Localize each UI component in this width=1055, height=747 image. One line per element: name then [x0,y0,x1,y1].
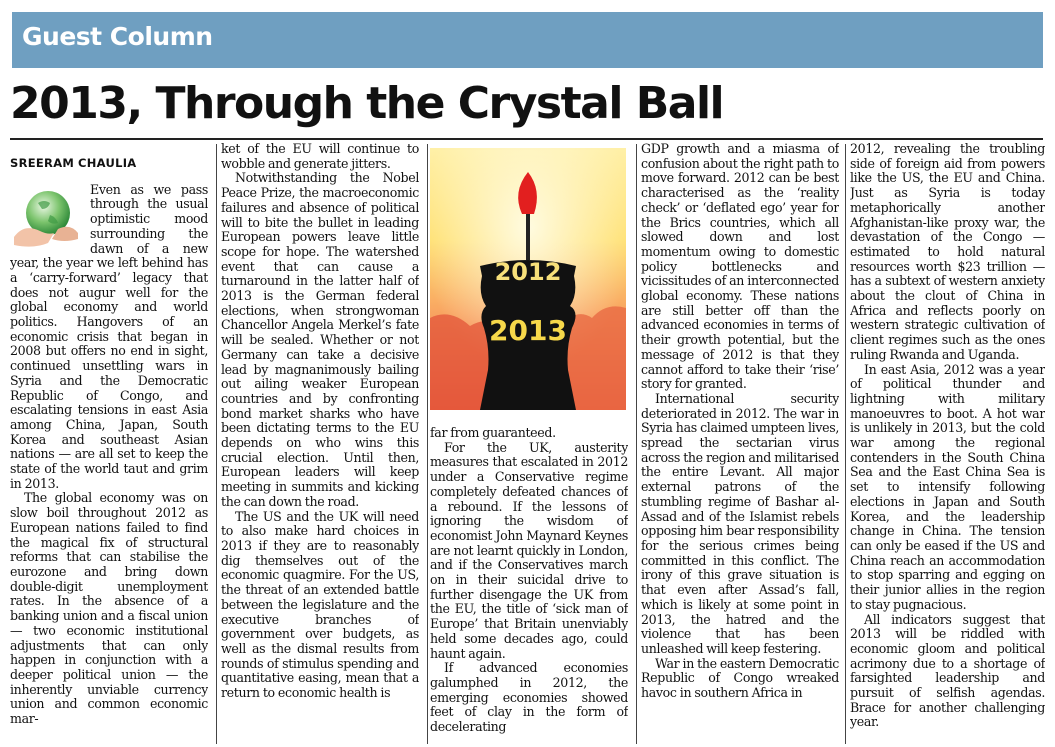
article-column-1 [10,142,208,746]
candle-illustration [430,148,626,410]
byline: SREERAM CHAULIA [10,156,137,170]
article-column-4 [641,142,839,746]
paragraph: ket of the EU will continue to wobble and generate jitters. [221,142,419,171]
article-column-2 [221,142,419,746]
paragraph: If advanced economies galumphed in 2012, the emerging economies showed feet of clay in the form of decelerating [430,660,628,735]
column-divider [427,144,428,744]
paragraph: far from guaranteed. [430,426,556,440]
paragraph: The US and the UK will need to also make hard choices in 2013 if they are to reasonably dig themselves out of the economic quagmire. For the US, the threat of an extended battle between the legislature and the executive branches of government over budgets, as well as the dismal results from rounds of stimulus spending and quantitative easing, mean that a return to economic health is [221,508,419,701]
paragraph: In east Asia, 2012 was a year of political thunder and lightning with military manoeuvres to boot. A hot war is unlikely in 2013, but the cold war among the regional contenders in the South China Sea and the East China Sea is set to intensify following elections in Japan and South Korea, and the leadership change in China. The tension can only be eased if the US and China reach an accommodation to stop sparring and egging on their junior allies in the region to stay pugnacious. [850,361,1045,612]
globe-in-hands-icon [10,185,82,255]
paragraph: International security deteriorated in 2012. The war in Syria has claimed umpteen lives, spread the sectarian virus across the region and militarised the entire Levant. All major external patrons of the stumbling regime of Bashar al-Assad and of the Islamist rebels opposing him bear responsibility for the serious crimes being committed in this conflict. The irony of this grave situation is that even after Assad’s fall, which is likely at some point in 2013, the hatred and the violence that has been unleashed will keep festering. [641,390,839,656]
paragraph: For the UK, austerity measures that escalated in 2012 under a Conservative regime completely defeated chances of a rebound. If the lessons of ignoring the wisdom of economist John Maynard Keynes are not learnt quickly in London, and if the Conservatives march on in their suicidal drive to further disengage the UK from the EU, the title of ‘sick man of Europe’ that Britain unenviably held some decades ago, could haunt again. [430,439,628,661]
paragraph: All indicators suggest that 2013 will be riddled with economic gloom and political acrimony due to a shortage of farsighted leadership and pursuit of selfish agendas. Brace for another challenging year. [850,611,1045,730]
section-label: Guest Column [22,22,213,51]
column-divider [636,144,637,744]
paragraph: The global economy was on slow boil throughout 2012 as European nations failed to find the magical fix of structural reforms that can stabilise the eurozone and bring down double-digit unemployment rates. In the absence of a banking union and a fiscal union — two economic institutional adjustments that can only happen in conjunction with a deeper political union — the inherently unviable currency union and common economic mar- [10,490,208,727]
paragraph: 2012, revealing the troubling side of foreign aid from powers like the US, the EU and China. Just as Syria is today metaphorically another Afghanistan-like proxy war, the devastation of the Congo — estimated to hold natural resources worth $23 trillion — has a subtext of western anxiety about the clout of China in Africa and reflects poorly on western strategic cultivation of client regimes such as the ones ruling Rwanda and Uganda. [850,142,1045,362]
paragraph: Notwithstanding the Nobel Peace Prize, the macroeconomic failures and absence of political will to bite the bullet in leading European powers leave little scope for hope. The watershed event that can cause a turnaround in the latter half of 2013 is the German federal elections, when strongwoman Chancellor Angela Merkel’s fate will be sealed. Whether or not Germany can take a decisive lead by magnanimously bailing out ailing weaker European countries and by confronting bond market sharks who have been dictating terms to the EU depends on who wins this crucial election. Until then, European leaders will keep meeting in summits and kicking the can down the road. [221,170,419,509]
candle-year-2013: 2013 [489,314,567,347]
paragraph: GDP growth and a miasma of confusion about the right path to move forward. 2012 can be best characterised as the ‘reality check’ or ‘deflated ego’ year for the Brics countries, which all slowed down and lost momentum owing to domestic policy bottlenecks and vicissitudes of an interconnected global economy. These nations are still better off than the advanced economies in terms of their growth potential, but the message of 2012 is that they cannot afford to take their ‘rise’ story for granted. [641,142,839,392]
paragraph: Even as we pass through the usual optimistic mood surrounding the dawn of a new year, the year we left behind has a ‘carry-forward’ legacy that does not augur well for the global economy and world politics. Hangovers of an economic crisis that began in 2008 but offers no end in sight, continued unsettling wars in Syria and the Democratic Republic of Congo, and escalating tensions in east Asia among China, Japan, South Korea and southeast Asian nations — are all set to keep the state of the world taut and grim in 2013. [10,181,208,491]
article-column-3 [430,426,628,746]
article-column-5 [850,142,1045,746]
column-divider [845,144,846,744]
headline: 2013, Through the Crystal Ball [10,78,724,129]
section-banner [12,12,1043,68]
column-divider [216,144,217,744]
candle-year-2012: 2012 [494,258,562,286]
paragraph: War in the eastern Democratic Republic of Congo wreaked havoc in southern Africa in [641,655,839,701]
headline-rule [10,138,1043,140]
